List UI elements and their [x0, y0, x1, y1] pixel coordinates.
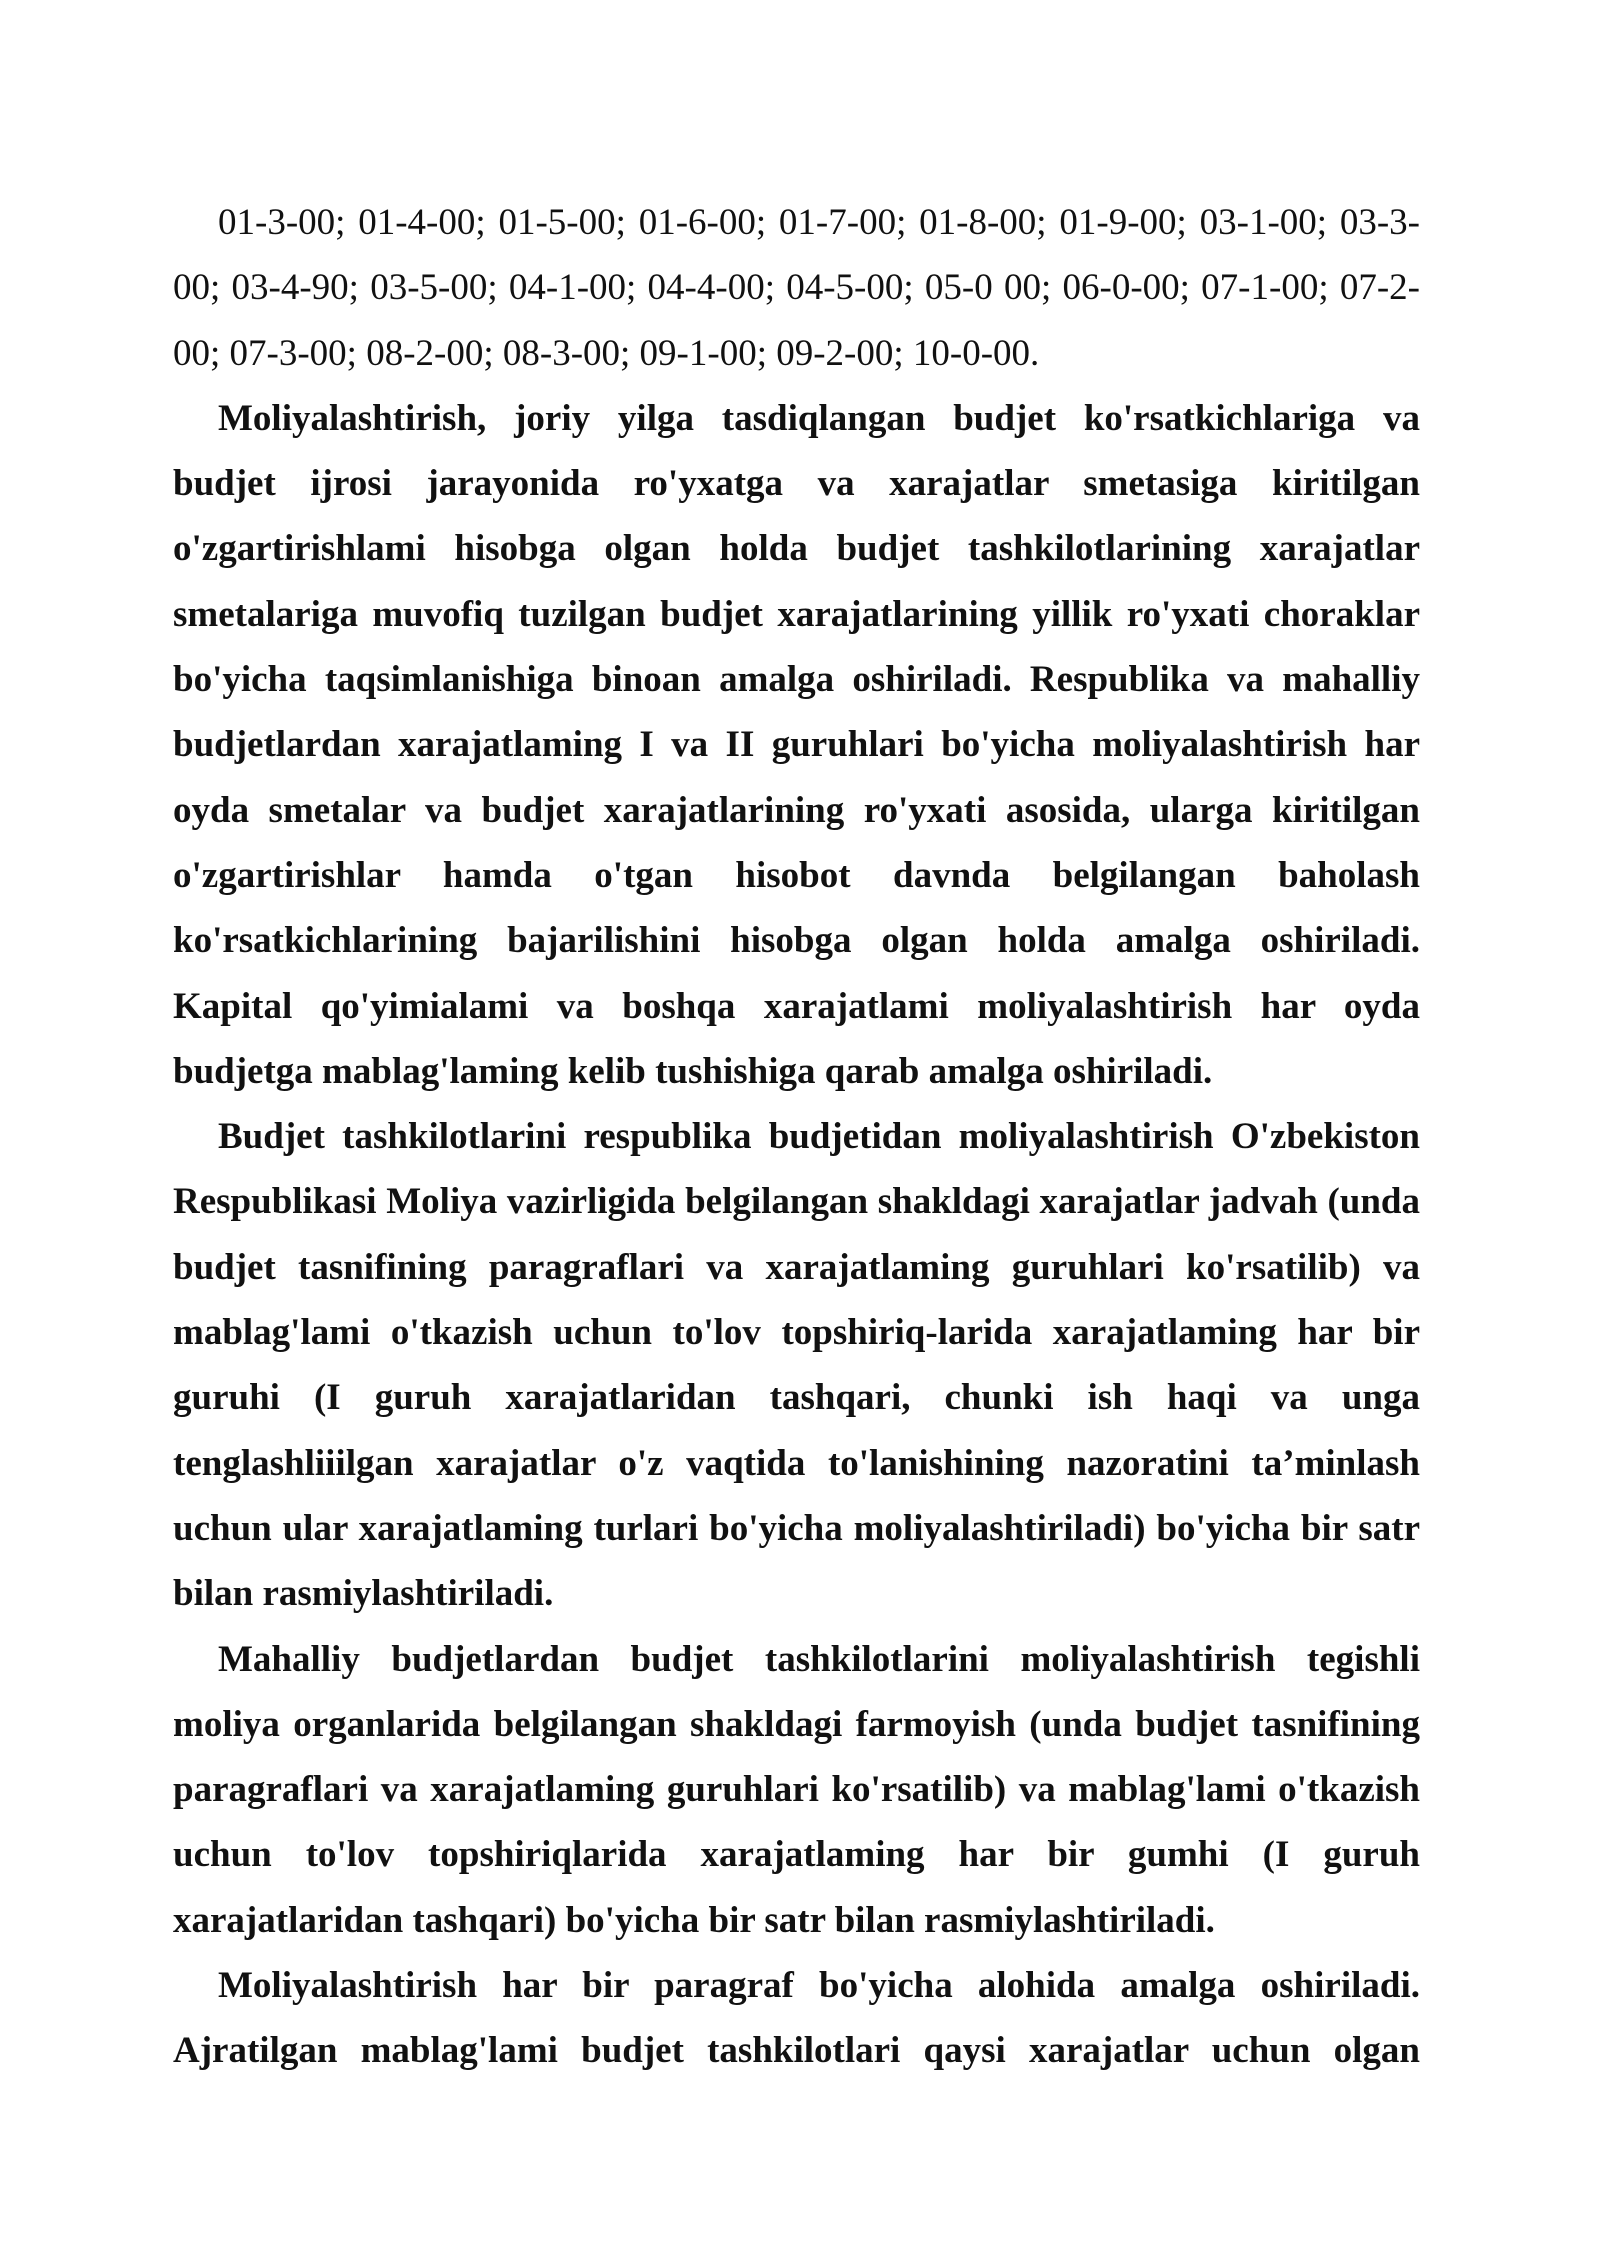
budget-codes-paragraph: 01-3-00; 01-4-00; 01-5-00; 01-6-00; 01-7-00; 01-8-00; 01-9-00; 03-1-00; 03-3-00; 03-4-90; 03-5-00; 04-1-00; 04-4-00; 04-5-00; 05-0 00; 06-0-00; 07-1-00; 07-2-00; 07-3-00; 08-2-00; 08-3-00; 09-1-00; 09-2-00; 10-0-00. [173, 202, 1420, 374]
paragraph-financing-paragraph: Moliyalashtirish har bir paragraf bo'yicha alohida amalga oshiriladi. Ajratilgan mablag'lami budjet tashkilotlari qaysi xarajatlar uchun olgan [173, 1965, 1420, 2072]
financing-paragraph: Moliyalashtirish, joriy yilga tasdiqlangan budjet ko'rsatkichlariga va budjet ijrosi jarayonida ro'yxatga va xarajatlar smetasiga kiritilgan o'zgartirishlami hisobga olgan holda budjet tashkilotlarining xarajatlar smetalariga muvofiq tuzilgan budjet xarajatlarining yillik ro'yxati choraklar bo'yicha taqsimlanishiga binoan amalga oshiriladi. Respublika va mahalliy budjetlardan xarajatlaming I va II guruhlari bo'yicha moliyalashtirish har oyda smetalar va budjet xarajatlarining ro'yxati asosida, ularga kiritilgan o'zgartirishlar hamda o'tgan hisobot davnda belgilangan baholash ko'rsatkichlarining bajarilishini hisobga olgan holda amalga oshiriladi. Kapital qo'yimialami va boshqa xarajatlami moliyalashtirish har oyda budjetga mablag'laming kelib tushishiga qarab amalga oshiriladi. [173, 397, 1420, 1092]
republic-budget-paragraph: Budjet tashkilotlarini respublika budjetidan moliyalashtirish O'zbekiston Respublikasi Moliya vazirligida belgilangan shakldagi xarajatlar jadvah (unda budjet tasnifining paragraflari va xarajatlaming guruhlari ko'rsatilib) va mablag'lami o'tkazish uchun to'lov topshiriq-larida xarajatlaming har bir guruhi (I guruh xarajatlaridan tashqari, chunki ish haqi va unga tenglashliiilgan xarajatlar o'z vaqtida to'lanishining nazoratini ta’minlash uchun ular xarajatlaming turlari bo'yicha moliyalashtiriladi) bo'yicha bir satr bilan rasmiylashtiriladi. [173, 1116, 1420, 1615]
local-budget-paragraph: Mahalliy budjetlardan budjet tashkilotlarini moliyalashtirish tegishli moliya organlarida belgilangan shakldagi farmoyish (unda budjet tasnifining paragraflari va xarajatlaming guruhlari ko'rsatilib) va mablag'lami o'tkazish uchun to'lov topshiriqlarida xarajatlaming har bir gumhi (I guruh xarajatlaridan tashqari) bo'yicha bir satr bilan rasmiylashtiriladi. [173, 1638, 1420, 1941]
document-page [173, 190, 1420, 2084]
